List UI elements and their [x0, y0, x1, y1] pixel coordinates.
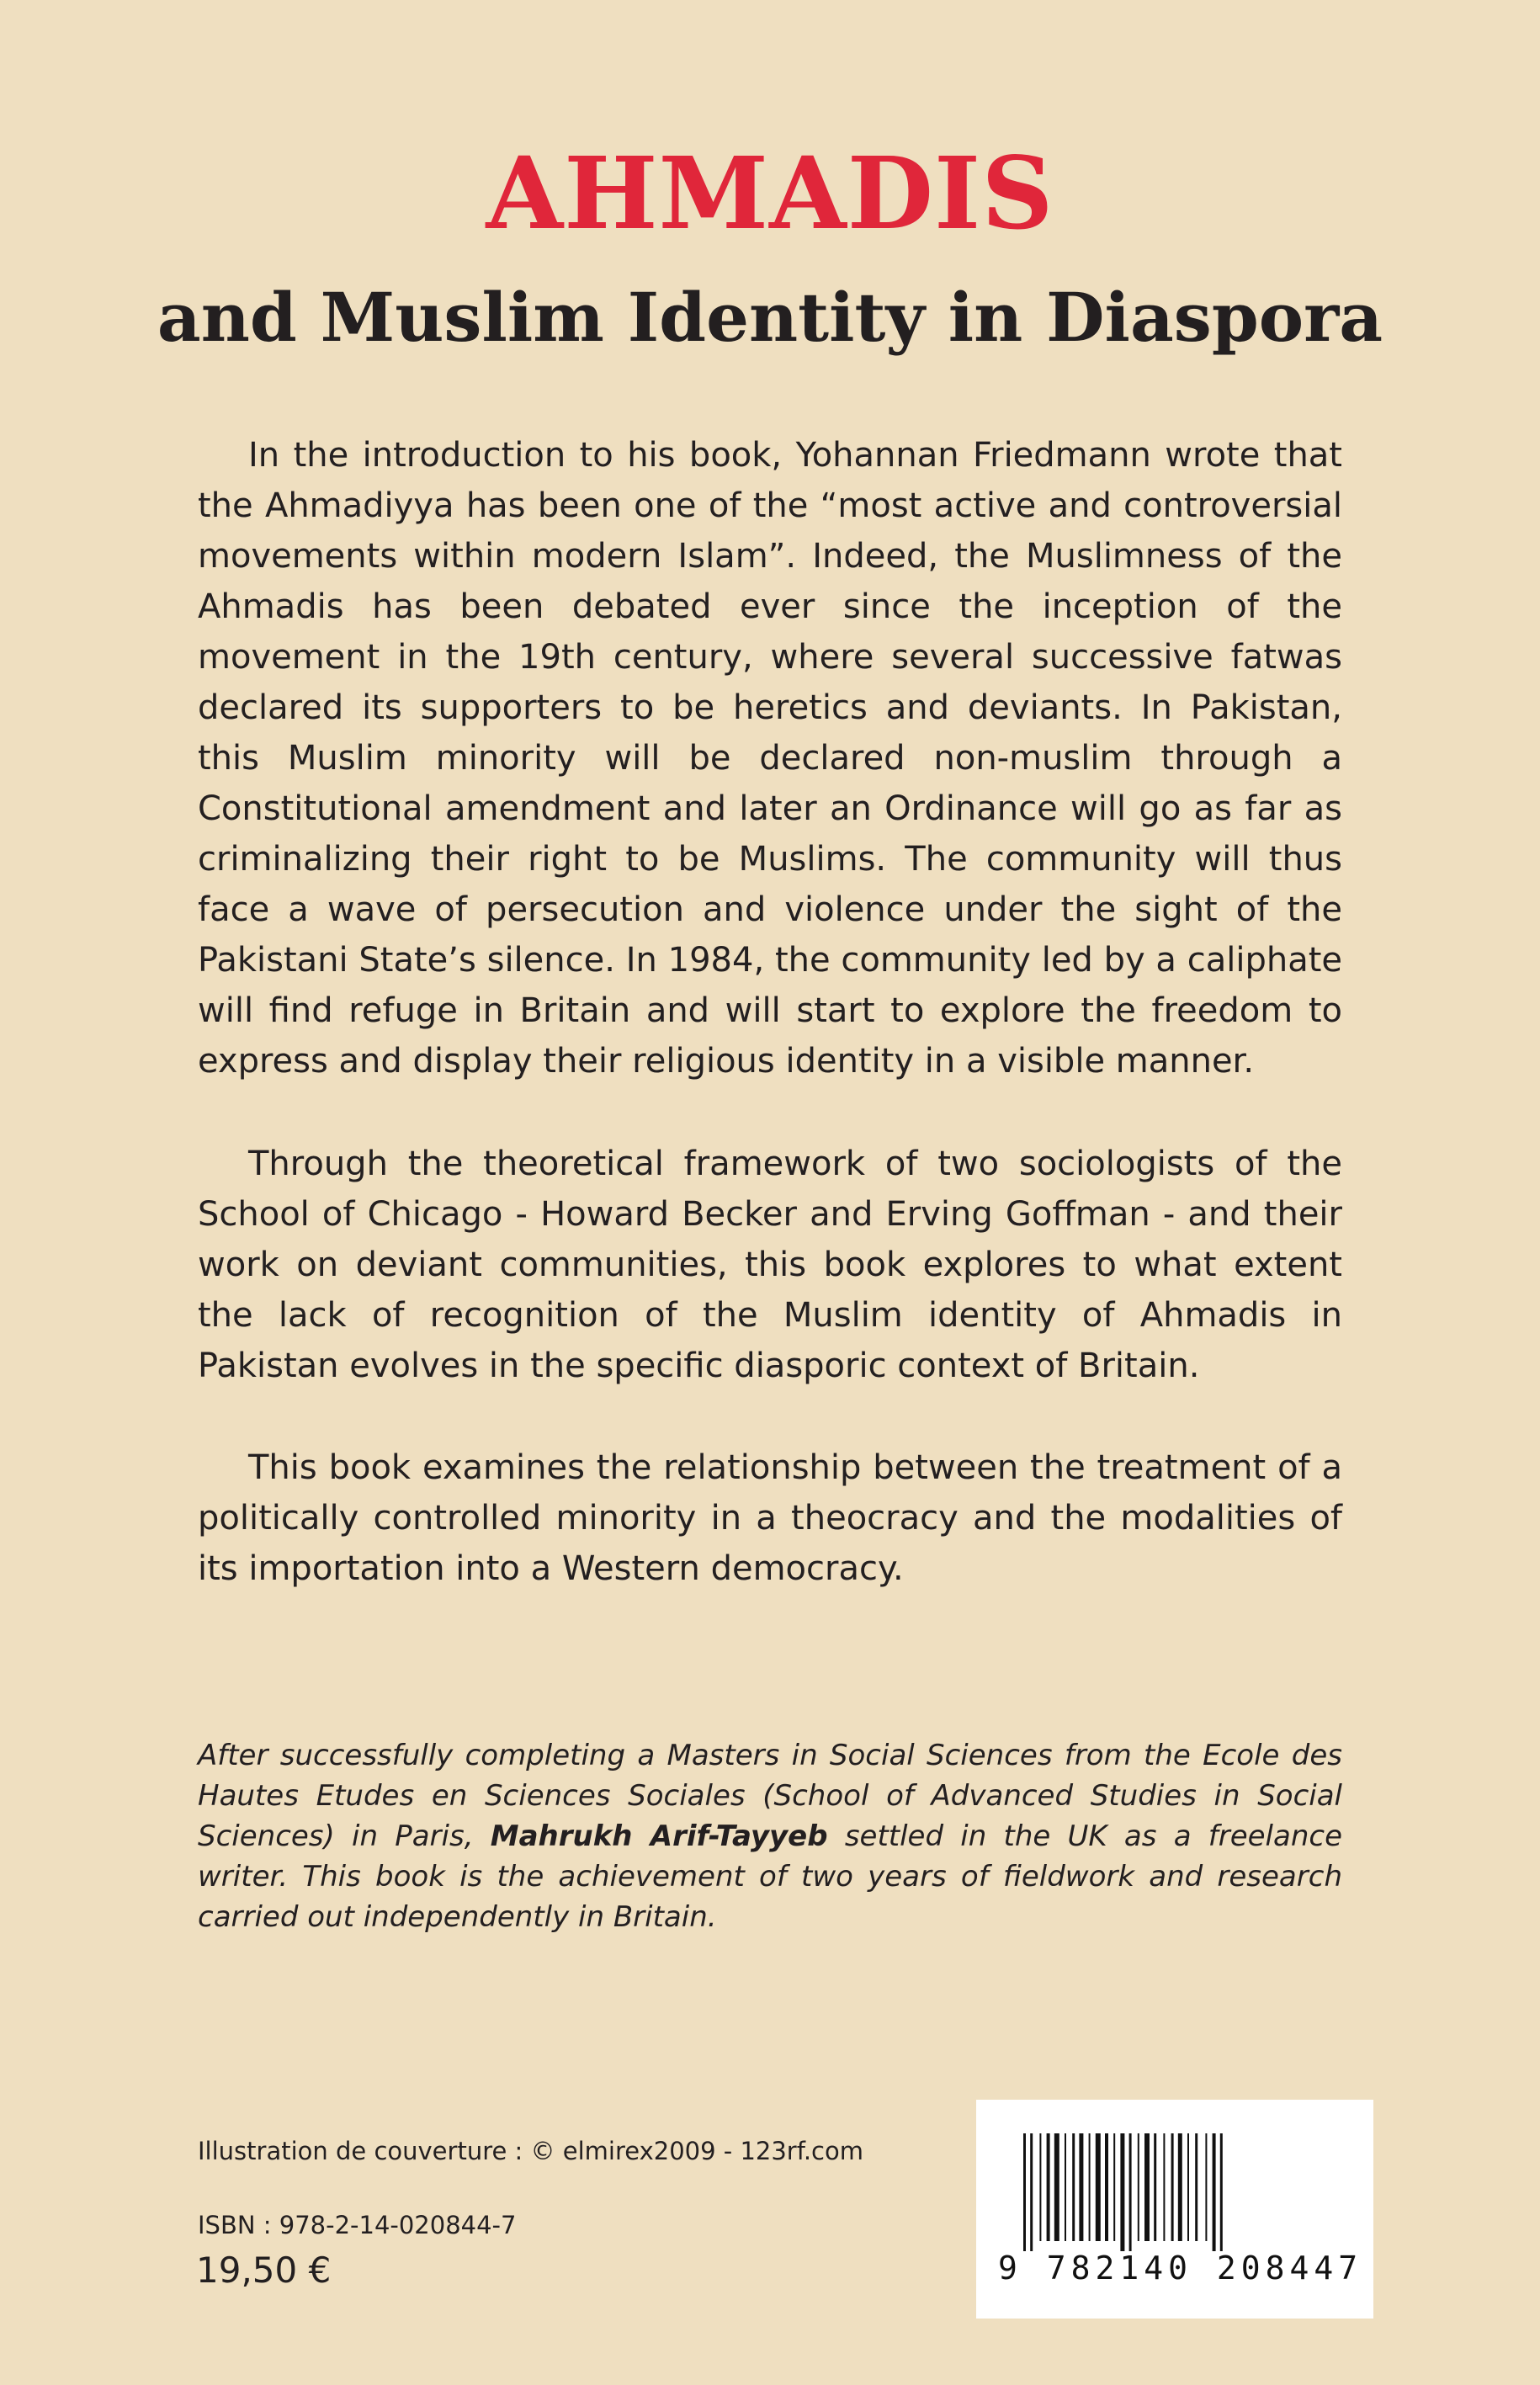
barcode-bar: [1023, 2133, 1026, 2251]
barcode-bar: [1138, 2133, 1139, 2241]
price: 19,50 €: [196, 2250, 332, 2291]
book-subtitle: and Muslim Identity in Diaspora: [157, 278, 1383, 357]
barcode-bar: [1129, 2133, 1132, 2251]
isbn: ISBN : 978-2-14-020844-7: [198, 2211, 517, 2239]
barcode-bar: [1213, 2133, 1216, 2251]
blurb-paragraph-3: This book examines the relationship between the treatment of a politically controlled minority in a theocracy and the modalities of its importation into a Western democracy.: [198, 1448, 1342, 1588]
barcode-bar: [1154, 2133, 1156, 2241]
barcode-bar: [1054, 2133, 1059, 2241]
barcode-bar: [1144, 2133, 1150, 2241]
bio-text-after: settled in the UK as a freelance writer. This book is the achievement of two years of fieldwork and research carried out independently in Britain.: [198, 1819, 1342, 1934]
author-name: Mahrukh Arif-Tayyeb: [490, 1819, 828, 1853]
barcode-bar: [1065, 2133, 1066, 2241]
barcode-bar: [1072, 2133, 1075, 2241]
barcode-bar: [1205, 2133, 1207, 2241]
barcode-digits: 9 782140 208447: [998, 2250, 1363, 2287]
barcode-bar: [1171, 2133, 1174, 2241]
barcode-bar: [1089, 2133, 1091, 2241]
barcode-bar: [1220, 2133, 1223, 2251]
barcode-bar: [1195, 2133, 1197, 2241]
barcode-bar: [1030, 2133, 1033, 2251]
barcode-bar: [1163, 2133, 1165, 2241]
barcode-bar: [1105, 2133, 1108, 2241]
book-title: AHMADIS: [486, 135, 1054, 252]
barcode: [976, 2100, 1373, 2319]
barcode-bar: [1120, 2133, 1124, 2251]
barcode-bar: [1178, 2133, 1182, 2241]
barcode-bar: [1187, 2133, 1189, 2241]
blurb-paragraph-2: Through the theoretical framework of two sociologists of the School of Chicago - Howard Becker and Erving Goffman - and their work on deviant communities, this book explores to what extent the lack of recognition of the Muslim identity of Ahmadis in Pakistan evolves in the specific diasporic context of Britain.: [198, 1145, 1342, 1385]
barcode-bar: [1079, 2133, 1083, 2241]
cover-illustration-credit: Illustration de couverture : © elmirex2009 - 123rf.com: [198, 2137, 863, 2165]
barcode-bar: [1113, 2133, 1115, 2241]
bio-text-before: After successfully completing a Masters in Social Sciences from the Ecole des Hautes Etudes en Sciences Sociales (School of Advanced Studies in Social Sciences) in Paris,: [198, 1739, 1342, 1853]
barcode-bar: [1039, 2133, 1041, 2241]
author-bio: [198, 1735, 1342, 1937]
blurb-paragraph-1: In the introduction to his book, Yohannan Friedmann wrote that the Ahmadiyya has been one of the “most active and controversial movements within modern Islam”. Indeed, the Muslimness of the Ahmadis has been debated ever since the inception of the movement in the 19th century, where several successive fatwas declared its supporters to be heretics and deviants. In Pakistan, this Muslim minority will be declared non-muslim through a Constitutional amendment and later an Ordinance will go as far as criminalizing their right to be Muslims. The community will thus face a wave of persecution and violence under the sight of the Pakistani State’s silence. In 1984, the community led by a caliphate will find refuge in Britain and will start to explore the freedom to express and display their religious identity in a visible manner.: [198, 436, 1342, 1081]
barcode-bar: [1096, 2133, 1101, 2241]
barcode-bars: [1023, 2133, 1335, 2251]
barcode-bar: [1047, 2133, 1050, 2241]
